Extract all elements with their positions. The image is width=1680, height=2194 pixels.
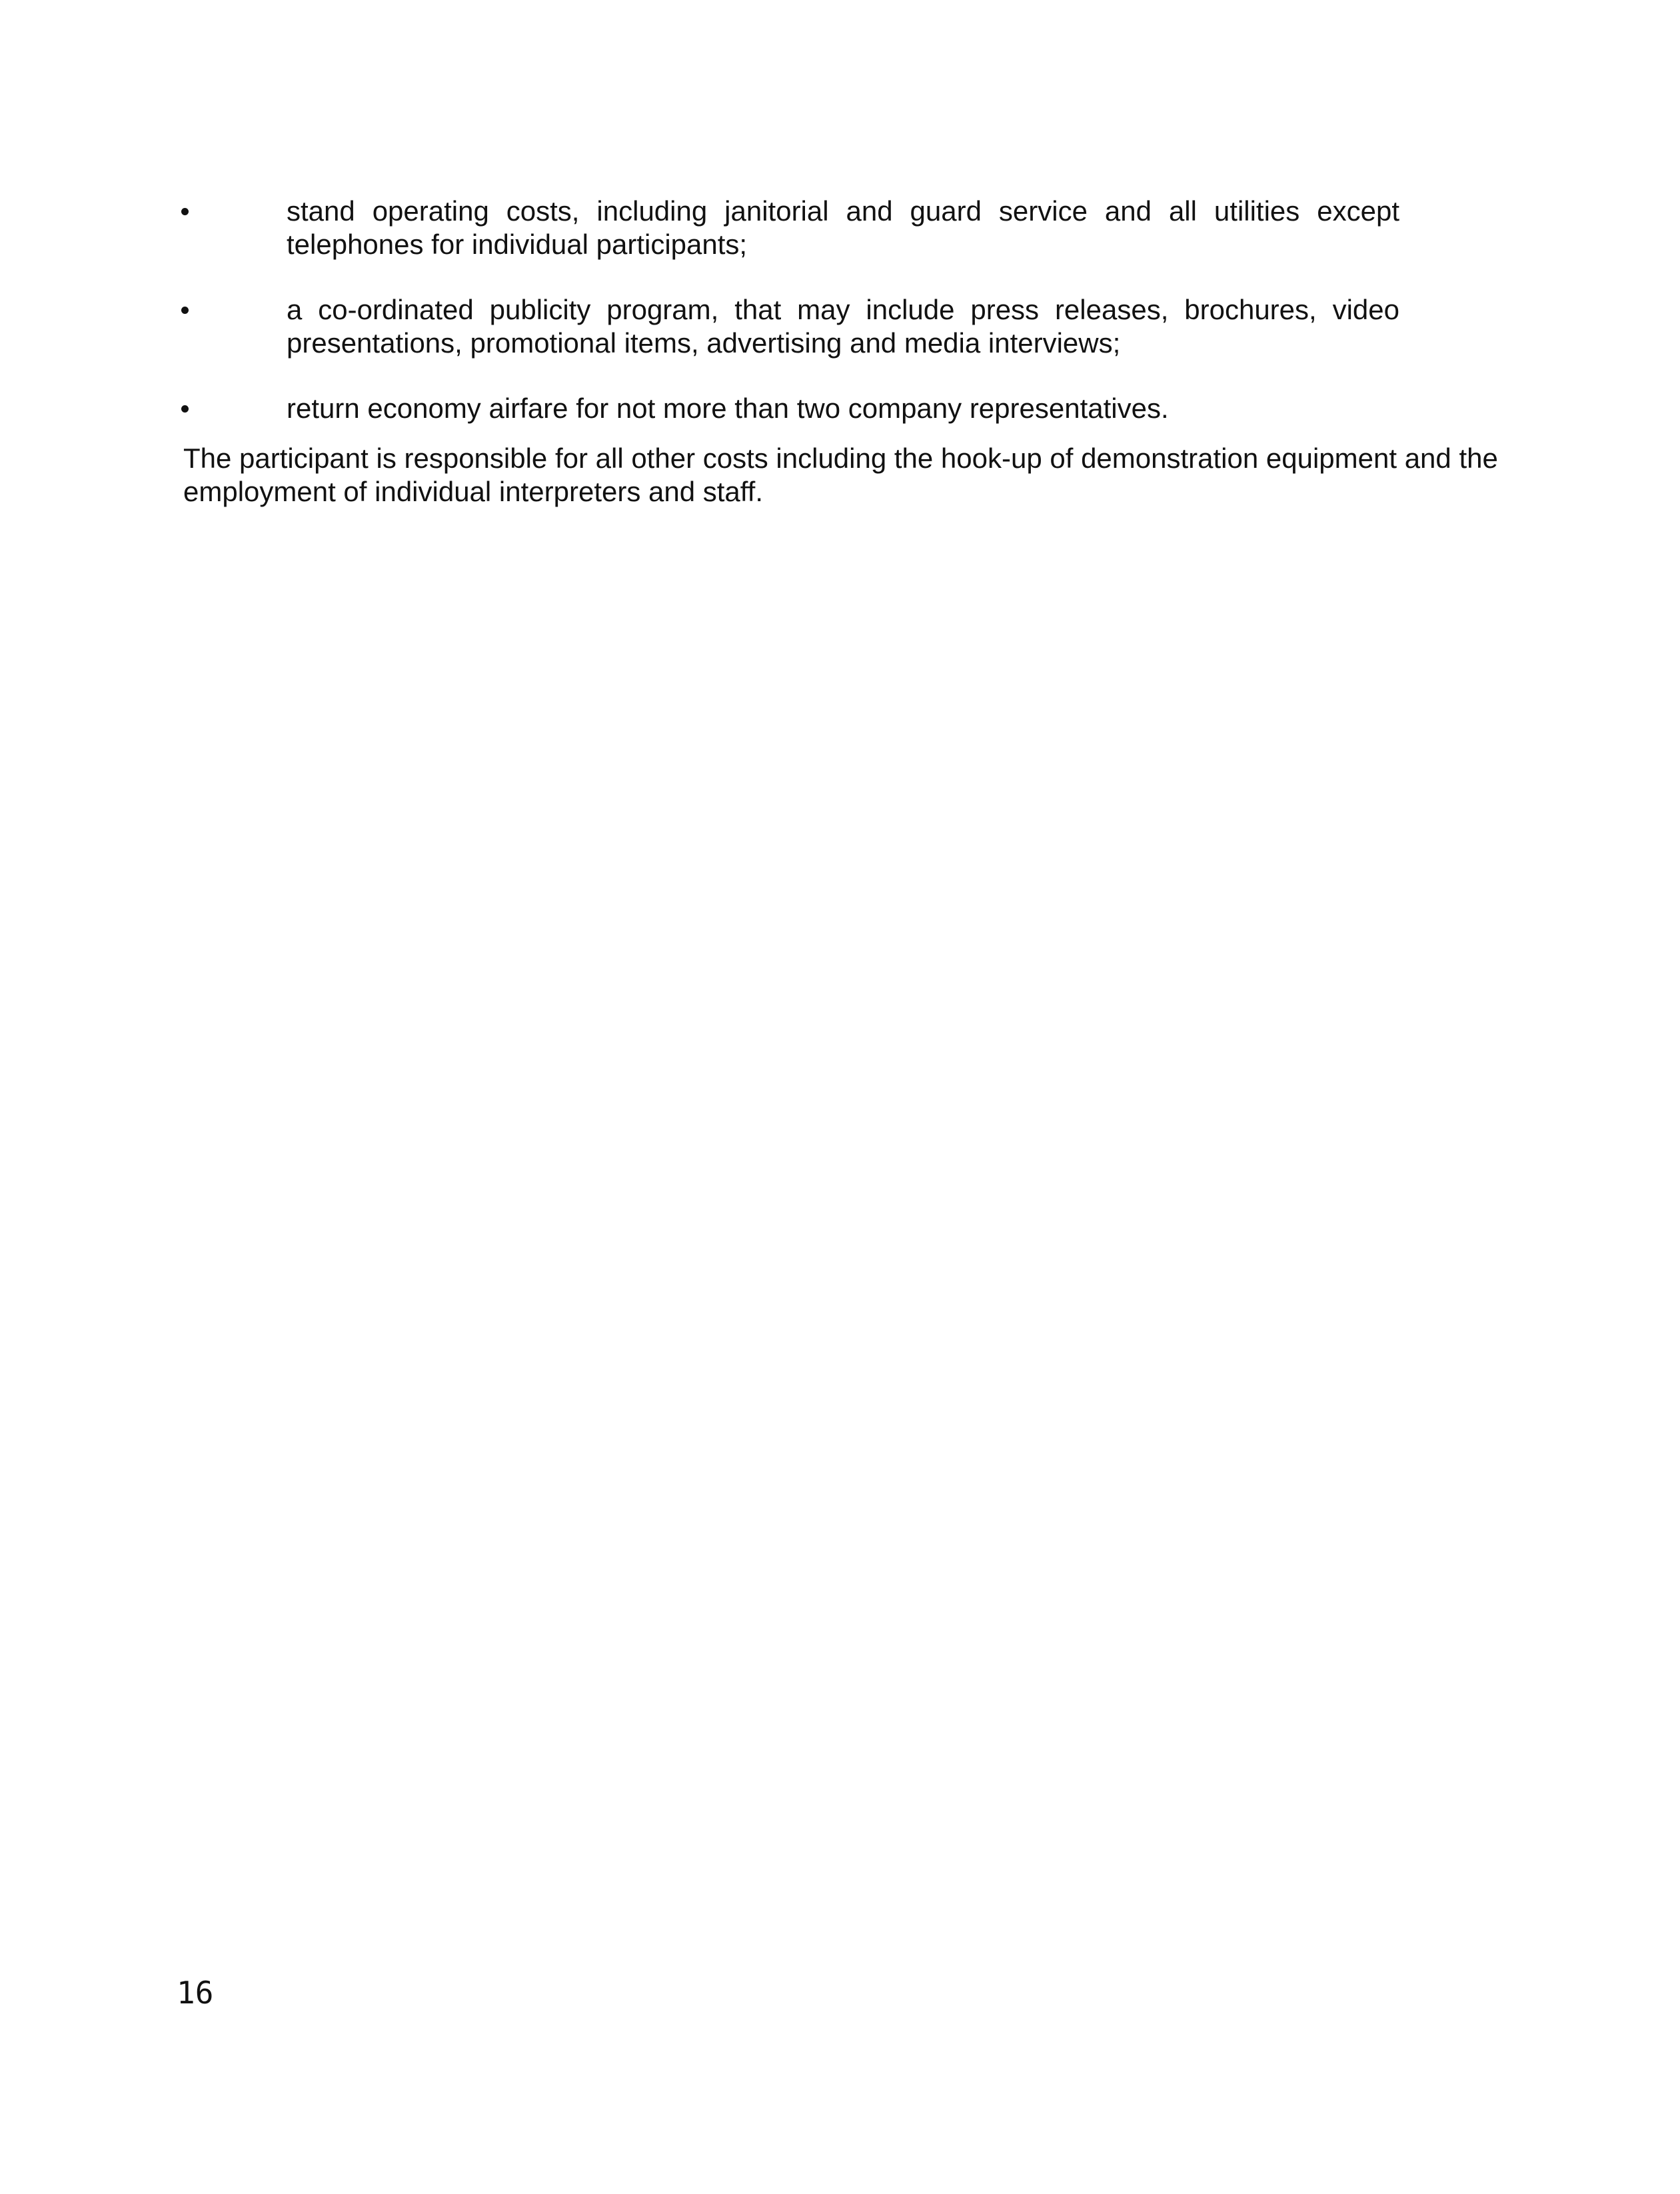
bullet-list <box>173 195 1399 457</box>
bullet-text: return economy airfare for not more than two company representatives. <box>287 393 1169 424</box>
body-paragraph: The participant is responsible for all other costs including the hook-up of demonstration equipment and the employment of individual interpreters and staff. <box>183 443 1498 507</box>
bullet-icon <box>181 307 189 314</box>
bullet-icon <box>181 405 189 413</box>
bullet-text: stand operating costs, including janitorial and guard service and all utilities except telephones for individual participants; <box>287 195 1399 260</box>
bullet-text: a co-ordinated publicity program, that may include press releases, brochures, video presentations, promotional items, advertising and media interviews; <box>287 294 1399 359</box>
bullet-item-publicity-program <box>173 293 1399 360</box>
bullet-icon <box>181 208 189 215</box>
bullet-item-airfare <box>173 392 1399 425</box>
page-number: 16 <box>177 1975 214 2011</box>
bullet-item-operating-costs <box>173 195 1399 261</box>
